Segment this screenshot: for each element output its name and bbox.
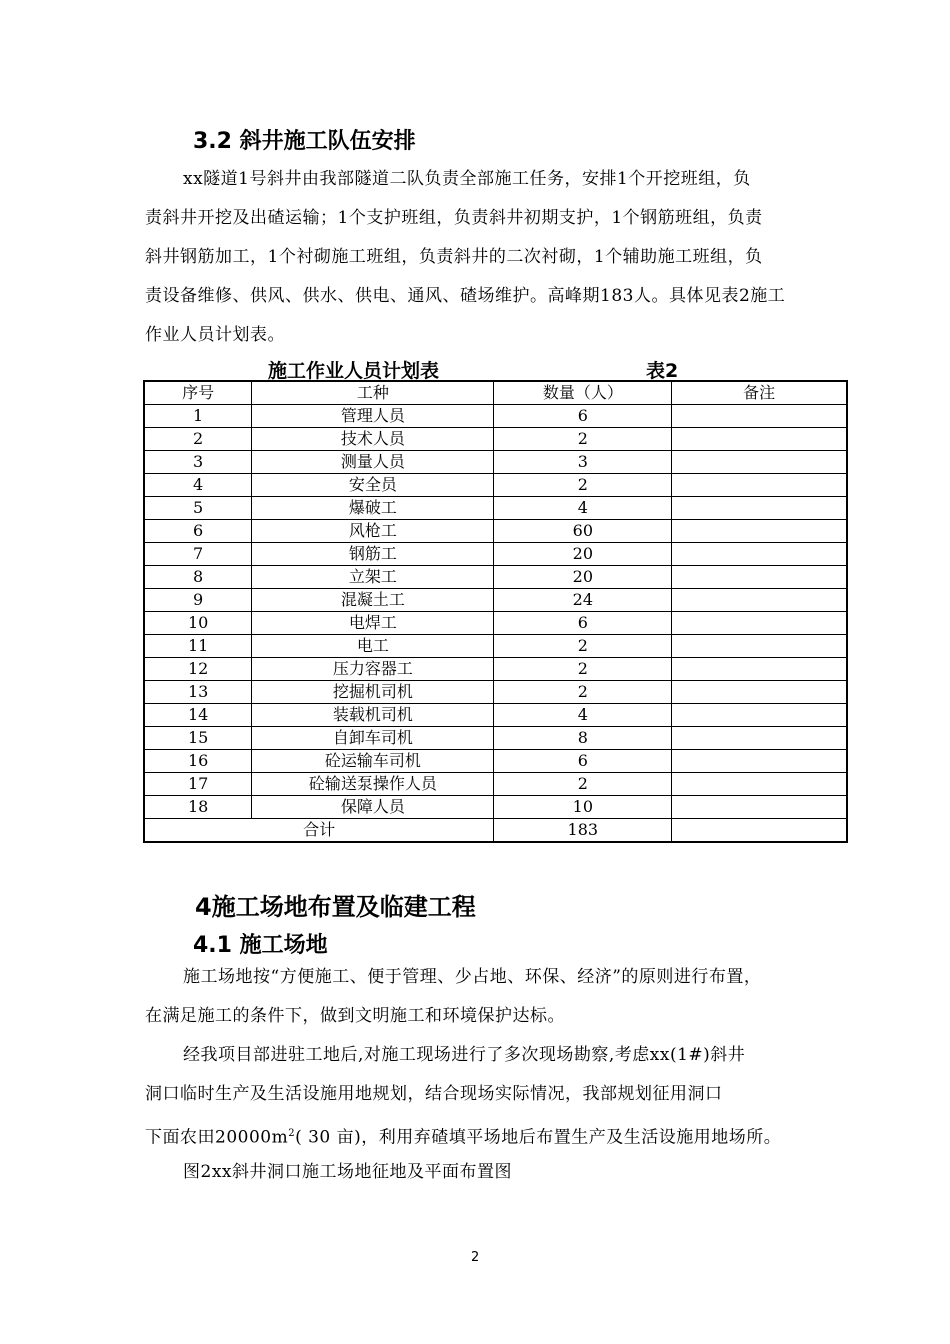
table-total-row [144,819,847,843]
cell-type: 装载机司机 [252,704,494,727]
cell-count: 2 [494,658,672,681]
table-row [144,727,847,750]
cell-count: 3 [494,451,672,474]
cell-note [672,589,847,612]
total-value: 183 [494,819,672,843]
cell-count: 6 [494,612,672,635]
cell-no: 9 [144,589,252,612]
paragraph-text: ( 30 亩)，利用弃碴填平场地后布置生产及生活设施用地场所。 [295,1127,782,1148]
table-row [144,566,847,589]
cell-no: 18 [144,796,252,819]
cell-no: 11 [144,635,252,658]
cell-note [672,520,847,543]
table-row [144,773,847,796]
table-row [144,451,847,474]
cell-note [672,612,847,635]
cell-count: 4 [494,497,672,520]
cell-type: 测量人员 [252,451,494,474]
cell-count: 20 [494,566,672,589]
cell-type: 技术人员 [252,428,494,451]
cell-count: 8 [494,727,672,750]
cell-no: 15 [144,727,252,750]
cell-count: 6 [494,750,672,773]
paragraph-line: 责设备维修、供风、供水、供电、通风、碴场维护。高峰期183人。具体见表2施工 [145,286,786,306]
table-row [144,428,847,451]
cell-count: 2 [494,681,672,704]
cell-no: 4 [144,474,252,497]
cell-count: 4 [494,704,672,727]
cell-type: 压力容器工 [252,658,494,681]
cell-count: 2 [494,428,672,451]
cell-note [672,658,847,681]
header-cell-note: 备注 [672,381,847,405]
cell-type: 挖掘机司机 [252,681,494,704]
cell-note [672,428,847,451]
cell-count: 6 [494,405,672,428]
paragraph-line: 经我项目部进驻工地后,对施工现场进行了多次现场勘察,考虑xx(1#)斜井 [183,1045,746,1065]
cell-type: 自卸车司机 [252,727,494,750]
paragraph-line [145,1114,825,1153]
cell-type: 风枪工 [252,520,494,543]
table-header-row [144,381,847,405]
cell-type: 混凝土工 [252,589,494,612]
page-number: 2 [471,1250,480,1265]
table-row [144,589,847,612]
section-heading-4: 4施工场地布置及临建工程 [195,893,476,921]
superscript: 2 [288,1128,296,1139]
cell-note [672,704,847,727]
cell-no: 1 [144,405,252,428]
cell-no: 14 [144,704,252,727]
table-label: 表2 [646,360,679,382]
table-row [144,474,847,497]
cell-note [672,727,847,750]
total-note [672,819,847,843]
cell-no: 8 [144,566,252,589]
table-row [144,405,847,428]
cell-type: 砼运输车司机 [252,750,494,773]
cell-no: 13 [144,681,252,704]
cell-no: 17 [144,773,252,796]
cell-no: 12 [144,658,252,681]
section-4-1-paragraphs [145,958,825,1192]
table-row [144,635,847,658]
cell-no: 5 [144,497,252,520]
cell-type: 爆破工 [252,497,494,520]
cell-type: 管理人员 [252,405,494,428]
cell-type: 电工 [252,635,494,658]
table-row [144,796,847,819]
table-title: 施工作业人员计划表 [268,360,440,382]
cell-note [672,635,847,658]
cell-no: 7 [144,543,252,566]
paragraph-line: 作业人员计划表。 [145,325,285,345]
paragraph-line: 施工场地按“方便施工、便于管理、少占地、环保、经济”的原则进行布置， [183,967,762,987]
cell-note [672,497,847,520]
cell-note [672,451,847,474]
table-row [144,497,847,520]
paragraph-line: 洞口临时生产及生活设施用地规划，结合现场实际情况，我部规划征用洞口 [145,1084,723,1104]
cell-count: 60 [494,520,672,543]
paragraph-line: 斜井钢筋加工，1个衬砌施工班组，负责斜井的二次衬砌，1个辅助施工班组，负 [145,247,763,267]
section-heading-4-1: 4.1 施工场地 [193,933,328,958]
cell-no: 3 [144,451,252,474]
header-cell-no: 序号 [144,381,252,405]
cell-count: 10 [494,796,672,819]
cell-count: 2 [494,773,672,796]
figure-caption: 图2xx斜井洞口施工场地征地及平面布置图 [183,1162,512,1182]
paragraph-text: 下面农田20000m [145,1127,289,1148]
cell-no: 16 [144,750,252,773]
table-row [144,543,847,566]
cell-note [672,750,847,773]
cell-note [672,566,847,589]
cell-type: 安全员 [252,474,494,497]
personnel-plan-table [143,380,848,843]
cell-no: 6 [144,520,252,543]
cell-type: 钢筋工 [252,543,494,566]
cell-note [672,474,847,497]
cell-type: 保障人员 [252,796,494,819]
cell-count: 2 [494,635,672,658]
table-row [144,681,847,704]
paragraph-line: 在满足施工的条件下，做到文明施工和环境保护达标。 [145,1006,565,1026]
table-row [144,750,847,773]
cell-count: 24 [494,589,672,612]
section-heading-3-2: 3.2 斜井施工队伍安排 [193,129,416,154]
table-row [144,520,847,543]
header-cell-count: 数量（人） [494,381,672,405]
table-row [144,612,847,635]
cell-note [672,405,847,428]
cell-note [672,681,847,704]
table-row [144,704,847,727]
cell-type: 立架工 [252,566,494,589]
paragraph-line: xx隧道1号斜井由我部隧道二队负责全部施工任务，安排1个开挖班组，负 [183,169,751,189]
cell-note [672,796,847,819]
cell-count: 2 [494,474,672,497]
paragraph-line: 责斜井开挖及出碴运输；1个支护班组，负责斜井初期支护，1个钢筋班组，负责 [145,208,763,228]
cell-no: 2 [144,428,252,451]
cell-count: 20 [494,543,672,566]
header-cell-type: 工种 [252,381,494,405]
table-row [144,658,847,681]
cell-note [672,773,847,796]
section-3-2-paragraph [145,160,825,355]
cell-type: 电焊工 [252,612,494,635]
cell-no: 10 [144,612,252,635]
cell-type: 砼输送泵操作人员 [252,773,494,796]
total-label: 合计 [144,819,494,843]
cell-note [672,543,847,566]
